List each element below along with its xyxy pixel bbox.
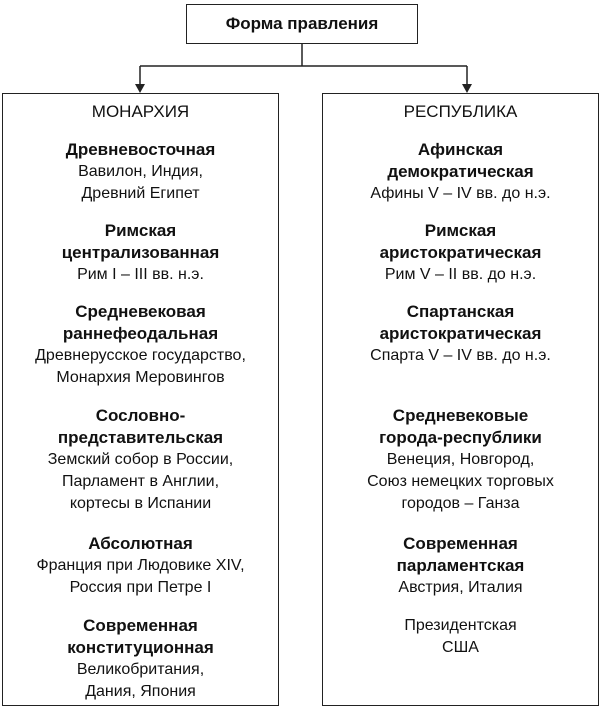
item-title: Абсолютная [88, 534, 193, 553]
item-title: Древневосточная [65, 140, 216, 159]
arrow-right [462, 84, 472, 93]
monarchy-item [3, 139, 278, 205]
item-title: Средневековые города-республики [379, 406, 542, 447]
item-desc: Венеция, Новгород, Союз немецких торговых городов – Ганза [367, 451, 554, 512]
item-title: Римская аристократическая [379, 221, 542, 262]
item-desc: Франция при Людовике XIV, Россия при Петре I [36, 557, 245, 596]
item-title: Средневековая раннефеодальная [62, 302, 219, 343]
republic-heading: РЕСПУБЛИКА [403, 102, 518, 121]
item-desc: Древнерусское государство, Монархия Меровингов [35, 347, 246, 386]
republic-item [323, 301, 598, 367]
republic-item [323, 533, 598, 599]
item-desc: Афины V – IV вв. до н.э. [370, 185, 551, 202]
item-desc: Вавилон, Индия, Древний Египет [78, 163, 203, 202]
monarchy-item [3, 220, 278, 286]
monarchy-item [3, 301, 278, 389]
item-desc: Земский собор в России, Парламент в Англии, кортесы в Испании [47, 451, 234, 512]
item-title: Современная парламентская [396, 534, 525, 575]
item-title: Римская централизованная [61, 221, 220, 262]
monarchy-column [2, 93, 279, 706]
item-desc: Президентская США [404, 617, 517, 656]
item-desc: Спарта V – IV вв. до н.э. [370, 347, 551, 364]
root-title: Форма правления [225, 14, 379, 33]
republic-item [323, 139, 598, 205]
item-desc: Великобритания, Дания, Япония [76, 661, 205, 700]
item-desc: Рим V – II вв. до н.э. [384, 266, 537, 283]
item-title: Современная конституционная [67, 616, 214, 657]
monarchy-item [3, 615, 278, 703]
item-title: Спартанская аристократическая [379, 302, 542, 343]
republic-item [323, 220, 598, 286]
item-title: Афинская демократическая [387, 140, 534, 181]
item-title: Сословно- представительская [57, 406, 224, 447]
monarchy-heading: МОНАРХИЯ [91, 102, 190, 121]
arrow-left [135, 84, 145, 93]
republic-item [323, 405, 598, 515]
item-desc: Рим I – III вв. н.э. [77, 266, 204, 283]
monarchy-item [3, 405, 278, 515]
republic-column [322, 93, 599, 706]
item-desc: Австрия, Италия [398, 579, 523, 596]
republic-item [323, 615, 598, 659]
monarchy-item [3, 533, 278, 599]
